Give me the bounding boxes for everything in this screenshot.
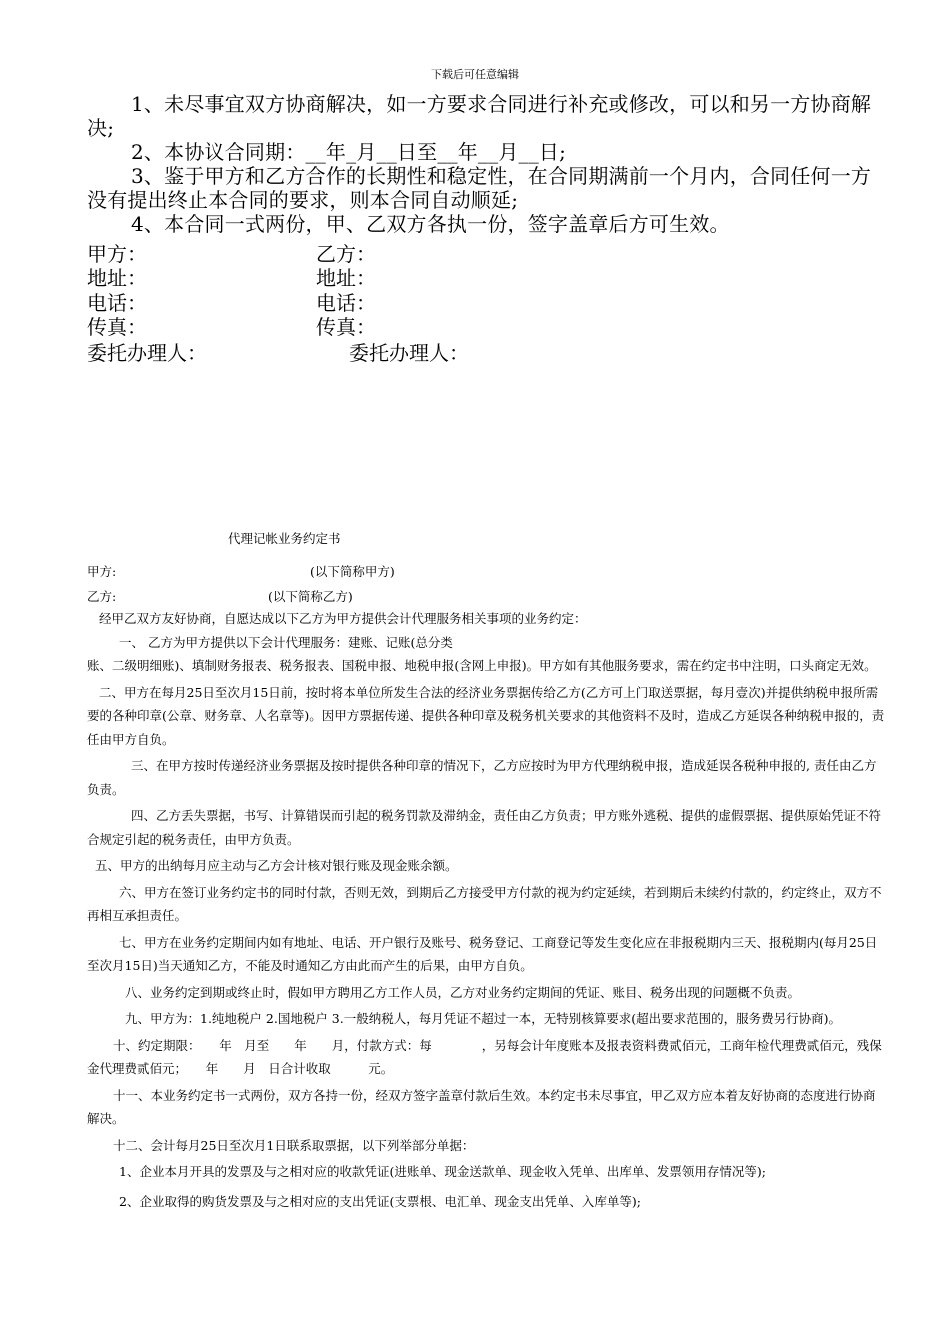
party-a-agent-label: 委托办理人：	[87, 341, 207, 365]
term-4: 4、本合同一式两份，甲、乙双方各执一份，签字盖章后方可生效。	[131, 212, 730, 236]
agreement-title: 代理记帐业务约定书	[228, 531, 341, 546]
agreement-party-b-label: 乙方:	[87, 589, 117, 604]
agreement-item-2: 二、甲方在每月25日至次月15日前，按时将本单位所发生合法的经济业务票据传给乙方(乙方可上门取送票据，每月壹次)并提供纳税申报所需要的各种印章(公章、财务章、人名章等)。因甲方票据传递、提供各种印章及税务机关要求的其他资料不及时，造成乙方延误各种纳税申报的，责任由甲方自负。	[87, 684, 885, 747]
party-b-fax-label: 传真：	[316, 315, 376, 339]
agreement-item-7: 七、甲方在业务约定期间内如有地址、电话、开户银行及账号、税务登记、工商登记等发生变化应在非报税期内三天、报税期内(每月25日至次月15日)当天通知乙方，不能及时通知乙方由此而产生的后果，由甲方自负。	[87, 934, 878, 973]
term-1: 1、未尽事宜双方协商解决，如一方要求合同进行补充或修改，可以和另一方协商解决;	[87, 92, 872, 140]
party-b-address-label: 地址：	[316, 266, 376, 290]
contract-terms	[87, 92, 887, 236]
agreement-item-11: 十一、本业务约定书一式两份，双方各持一份，经双方签字盖章付款后生效。本约定书未尽事宜，甲乙双方应本着友好协商的态度进行协商解决。	[87, 1087, 876, 1126]
agreement-item-8: 八、业务约定到期或终止时，假如甲方聘用乙方工作人员，乙方对业务约定期间的凭证、账目、税务出现的问题概不负责。	[125, 984, 801, 1000]
term-3: 3、鉴于甲方和乙方合作的长期性和稳定性，在合同期满前一个月内，合同任何一方没有提出终止本合同的要求，则本合同自动顺延;	[87, 164, 872, 212]
party-a-phone-label: 电话：	[87, 291, 147, 315]
agreement-body	[87, 607, 887, 1213]
agreement-item-1: 一、 乙方为甲方提供以下会计代理服务：建账、记账(总分类	[119, 634, 453, 650]
agreement-item-12: 十二、会计每月25日至次月1日联系取票据，以下列举部分单据：	[113, 1137, 475, 1153]
party-a-label: 甲方：	[87, 242, 147, 266]
agreement-item-10: 十、约定期限： 年 月至 年 月，付款方式：每 ，另每会计年度账本及报表资料费贰佰元，工商年检代理费贰佰元，残保金代理费贰佰元； 年 月 日合计收取 元。	[87, 1037, 882, 1076]
agreement-item-5: 五、甲方的出纳每月应主动与乙方会计核对银行账及现金账余额。	[95, 858, 458, 873]
page-header: 下载后可任意编辑	[431, 68, 519, 81]
party-b-agent-label: 委托办理人：	[349, 341, 469, 365]
agreement-item-9: 九、甲方为：1.纯地税户 2.国地税户 3.一般纳税人，每月凭证不超过一本，无特别核算要求(超出要求范围的，服务费另行协商)。	[125, 1011, 841, 1026]
agreement-party-a-note: (以下简称甲方)	[310, 564, 395, 579]
party-a-fax-label: 传真：	[87, 315, 147, 339]
agreement-subitem-2: 2、企业取得的购货发票及与之相对应的支出凭证(支票根、电汇单、现金支出凭单、入库单等);	[119, 1193, 641, 1209]
agreement-party-b-note: (以下简称乙方)	[268, 589, 353, 604]
agreement-subitem-1: 1、企业本月开具的发票及与之相对应的收款凭证(进账单、现金送款单、现金收入凭单、出库单、发票领用存情况等);	[119, 1164, 766, 1179]
agreement-item-1-continued: 账、二级明细账)、填制财务报表、税务报表、国税申报、地税申报(含网上申报)。甲方如有其他服务要求，需在约定书中注明，口头商定无效。	[87, 658, 877, 673]
agreement-item-3: 三、在甲方按时传递经济业务票据及按时提供各种印章的情况下，乙方应按时为甲方代理纳税申报，造成延误各税种申报的, 责任由乙方负责。	[87, 758, 877, 797]
agreement-party-a-label: 甲方:	[87, 564, 117, 579]
party-b-phone-label: 电话：	[316, 291, 376, 315]
party-b-label: 乙方：	[316, 242, 376, 266]
agreement-item-6: 六、甲方在签订业务约定书的同时付款，否则无效，到期后乙方接受甲方付款的视为约定延续，若到期后未续约付款的，约定终止，双方不再相互承担责任。	[87, 884, 882, 923]
agreement-item-4: 四、乙方丢失票据，书写、计算错误而引起的税务罚款及滞纳金，责任由乙方负责；甲方账外逃税、提供的虚假票据、提供原始凭证不符合规定引起的税务责任，由甲方负责。	[87, 808, 882, 847]
party-a-address-label: 地址：	[87, 266, 147, 290]
agreement-intro: 经甲乙双方友好协商，自愿达成以下乙方为甲方提供会计代理服务相关事项的业务约定：	[99, 611, 587, 626]
term-2: 2、本协议合同期：__年_月__日至__年__月__日;	[131, 140, 567, 164]
